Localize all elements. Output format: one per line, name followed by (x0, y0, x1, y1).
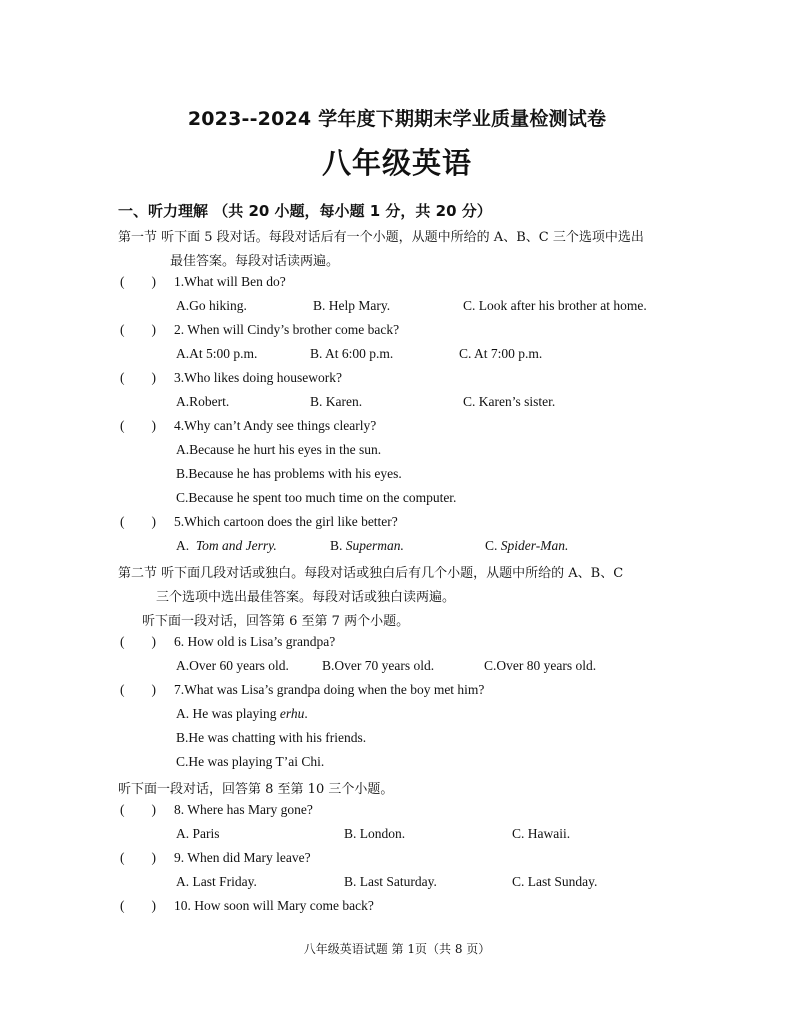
question-text: 4.Why can’t Andy see things clearly? (174, 418, 377, 433)
question-2 (120, 322, 399, 338)
answer-blank[interactable]: ( ) (120, 850, 156, 865)
part2-instruction-line2: 三个选项中选出最佳答案。每段对话或独白读两遍。 (156, 590, 456, 605)
option-b: B. At 6:00 p.m. (310, 346, 394, 361)
option-c: C. Look after his brother at home. (463, 298, 647, 313)
answer-blank[interactable]: ( ) (120, 682, 156, 697)
question-4 (120, 418, 376, 434)
option-a: A.Over 60 years old. (176, 658, 289, 673)
option-c: C.Over 80 years old. (484, 658, 597, 673)
question-text: 6. How old is Lisa’s grandpa? (174, 634, 336, 649)
answer-blank[interactable]: ( ) (120, 514, 156, 529)
question-text: 10. How soon will Mary come back? (174, 898, 374, 913)
option-c: C.He was playing T’ai Chi. (176, 754, 325, 769)
option-c: C. Karen’s sister. (463, 394, 556, 409)
question-6 (120, 634, 335, 650)
question-text: 7.What was Lisa’s grandpa doing when the boy met him? (174, 682, 485, 697)
question-5 (120, 514, 398, 530)
option-c: C. At 7:00 p.m. (459, 346, 543, 361)
answer-blank[interactable]: ( ) (120, 322, 156, 337)
option-b: B. Help Mary. (313, 298, 391, 313)
question-8 (120, 802, 313, 818)
option-b: B. London. (344, 826, 406, 841)
option-b: B.Over 70 years old. (322, 658, 435, 673)
page-footer: 八年级英语试题 第 1页（共 8 页） (303, 942, 491, 956)
option-a: A.Because he hurt his eyes in the sun. (176, 442, 382, 457)
option-a: A.At 5:00 p.m. (176, 346, 258, 361)
part1-instruction-line2: 最佳答案。每段对话读两遍。 (170, 254, 340, 269)
question-text: 2. When will Cindy’s brother come back? (174, 322, 400, 337)
part2-instruction-line1: 第二节 听下面几段对话或独白。每段对话或独白后有几个小题，从题中所给的 A、B、C (118, 566, 624, 581)
question-text: 5.Which cartoon does the girl like better? (174, 514, 398, 529)
exam-subject-title: 八年级英语 (321, 146, 472, 180)
option-a: A. Paris (176, 826, 220, 841)
option-a: A. Tom and Jerry. (176, 538, 277, 553)
option-a: A. Last Friday. (176, 874, 257, 889)
question-10 (120, 898, 374, 914)
note-questions-8-10: 听下面一段对话，回答第 8 至第 10 三个小题。 (118, 782, 394, 797)
answer-blank[interactable]: ( ) (120, 370, 156, 385)
question-1 (120, 274, 286, 290)
option-b: B.He was chatting with his friends. (176, 730, 367, 745)
answer-blank[interactable]: ( ) (120, 274, 156, 289)
question-7 (120, 682, 484, 698)
note-questions-6-7: 听下面一段对话，回答第 6 至第 7 两个小题。 (142, 614, 410, 629)
option-c: C. Last Sunday. (512, 874, 598, 889)
section-heading-listening: 一、听力理解 （共 20 小题，每小题 1 分，共 20 分） (118, 202, 492, 220)
option-c: C.Because he spent too much time on the computer. (176, 490, 457, 505)
question-text: 9. When did Mary leave? (174, 850, 311, 865)
answer-blank[interactable]: ( ) (120, 634, 156, 649)
option-b: B. Superman. (330, 538, 404, 553)
option-b: B.Because he has problems with his eyes. (176, 466, 402, 481)
option-c: C. Hawaii. (512, 826, 571, 841)
option-b: B. Karen. (310, 394, 363, 409)
option-a: A.Go hiking. (176, 298, 247, 313)
question-text: 1.What will Ben do? (174, 274, 286, 289)
question-3 (120, 370, 342, 386)
answer-blank[interactable]: ( ) (120, 418, 156, 433)
question-text: 8. Where has Mary gone? (174, 802, 313, 817)
option-c: C. Spider-Man. (485, 538, 569, 553)
option-a: A. He was playing erhu. (176, 706, 308, 721)
answer-blank[interactable]: ( ) (120, 802, 156, 817)
part1-instruction-line1: 第一节 听下面 5 段对话。每段对话后有一个小题，从题中所给的 A、B、C 三个选项中选出 (118, 230, 644, 245)
question-9 (120, 850, 311, 866)
option-a: A.Robert. (176, 394, 230, 409)
question-text: 3.Who likes doing housework? (174, 370, 342, 385)
option-b: B. Last Saturday. (344, 874, 437, 889)
answer-blank[interactable]: ( ) (120, 898, 156, 913)
exam-title: 2023--2024 学年度下期期末学业质量检测试卷 (187, 108, 607, 130)
